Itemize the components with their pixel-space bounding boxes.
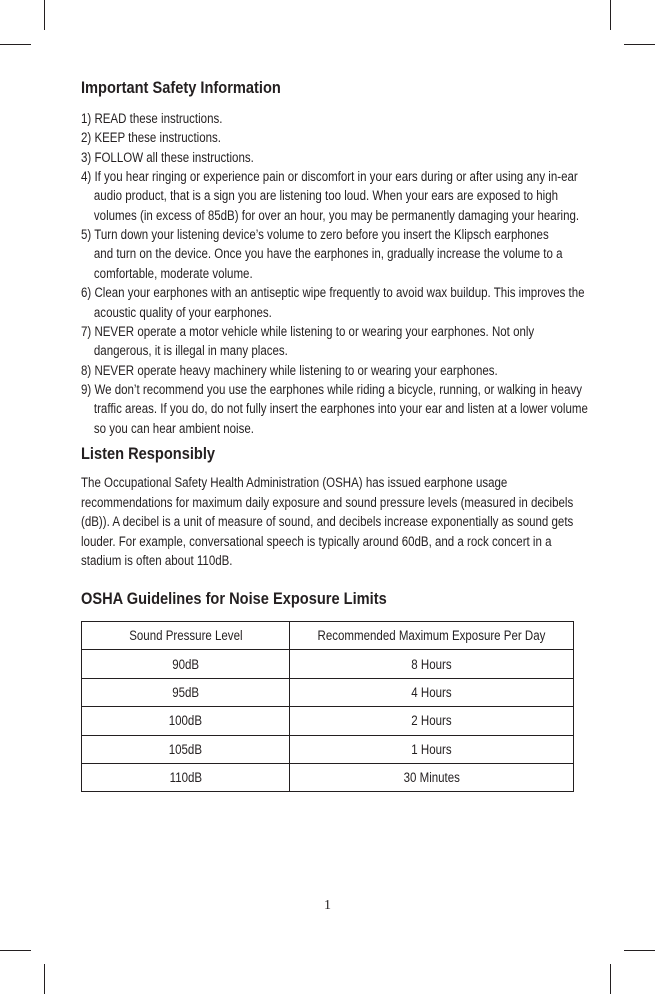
cell-text: 105dB — [168, 741, 203, 757]
cell-text: 4 Hours — [411, 684, 452, 700]
table-cell — [82, 650, 290, 678]
table-cell — [82, 763, 290, 791]
listen-paragraph-line: recommendations for maximum daily exposure and sound pressure levels (measured in decibels — [81, 494, 574, 510]
table-row — [82, 735, 574, 763]
table-cell — [290, 763, 574, 791]
cell-text: 1 Hours — [411, 741, 452, 757]
cell-text: 30 Minutes — [403, 770, 460, 786]
cell-text: Sound Pressure Level — [128, 628, 243, 644]
safety-item-line: 3) FOLLOW all these instructions. — [81, 149, 254, 165]
table-header-row — [82, 622, 574, 650]
noise-limits-table — [81, 621, 574, 792]
crop-mark — [624, 44, 655, 45]
crop-mark — [44, 0, 45, 30]
listen-paragraph-line: louder. For example, conversational speech is typically around 60dB, and a rock concert in a — [81, 533, 552, 549]
crop-mark — [44, 964, 45, 994]
table-cell — [82, 678, 290, 706]
table-cell — [82, 707, 290, 735]
listen-paragraph-line: (dB)). A decibel is a unit of measure of sound, and decibels increase exponentially as sound gets — [81, 514, 574, 529]
crop-mark — [610, 0, 611, 30]
safety-heading: Important Safety Information — [81, 78, 281, 97]
cell-text: 2 Hours — [411, 713, 452, 729]
safety-item-line: 2) KEEP these instructions. — [81, 130, 221, 146]
safety-item-line: 4) If you hear ringing or experience pain or discomfort in your ears during or after using any in-ear — [81, 169, 578, 185]
listen-paragraph-line: stadium is often about 110dB. — [81, 553, 233, 568]
safety-item-line: 7) NEVER operate a motor vehicle while listening to or wearing your earphones. Not only — [81, 323, 535, 339]
cell-text: 95dB — [172, 684, 199, 700]
listen-heading: Listen Responsibly — [81, 444, 216, 463]
safety-item-line: 9) We don’t recommend you use the earphones while riding a bicycle, running, or walking in heavy — [81, 381, 583, 397]
safety-item-line: 6) Clean your earphones with an antiseptic wipe frequently to avoid wax buildup. This improves the — [81, 285, 585, 301]
safety-item-line: traffic areas. If you do, do not fully insert the earphones into your ear and listen at a lower volume — [93, 401, 588, 417]
header-cell — [82, 622, 290, 650]
cell-text: 100dB — [168, 713, 203, 729]
safety-item-line: volumes (in excess of 85dB) for over an hour, you may be permanently damaging your hearing. — [93, 207, 580, 223]
crop-mark — [610, 964, 611, 994]
cell-text: 8 Hours — [411, 656, 452, 672]
table-row — [82, 678, 574, 706]
cell-text: 90dB — [172, 656, 199, 672]
cell-text: Recommended Maximum Exposure Per Day — [317, 628, 546, 644]
table-cell — [290, 707, 574, 735]
table-cell — [290, 650, 574, 678]
safety-item-line: audio product, that is a sign you are listening too loud. When your ears are exposed to high — [93, 188, 559, 204]
table-row — [82, 707, 574, 735]
safety-item-line: acoustic quality of your earphones. — [93, 304, 272, 320]
safety-item-line: 1) READ these instructions. — [81, 111, 223, 126]
crop-mark — [0, 44, 31, 45]
safety-item-line: comfortable, moderate volume. — [93, 265, 253, 281]
header-cell — [290, 622, 574, 650]
page-number: 1 — [324, 898, 331, 913]
safety-item-line: and turn on the device. Once you have the earphones in, gradually increase the volume to a — [93, 246, 563, 262]
crop-mark — [0, 950, 31, 951]
table-row — [82, 650, 574, 678]
osha-heading: OSHA Guidelines for Noise Exposure Limits — [81, 589, 387, 608]
safety-item-line: 5) Turn down your listening device’s volume to zero before you insert the Klipsch earphones — [81, 227, 549, 243]
cell-text: 110dB — [169, 770, 202, 786]
safety-item-line: dangerous, it is illegal in many places. — [93, 343, 288, 359]
table-cell — [82, 735, 290, 763]
table-cell — [290, 735, 574, 763]
listen-paragraph-line: The Occupational Safety Health Administration (OSHA) has issued earphone usage — [81, 475, 508, 490]
table-row — [82, 763, 574, 791]
table-cell — [290, 678, 574, 706]
safety-item-line: 8) NEVER operate heavy machinery while listening to or wearing your earphones. — [81, 362, 498, 378]
crop-mark — [624, 950, 655, 951]
safety-item-line: so you can hear ambient noise. — [93, 420, 254, 436]
